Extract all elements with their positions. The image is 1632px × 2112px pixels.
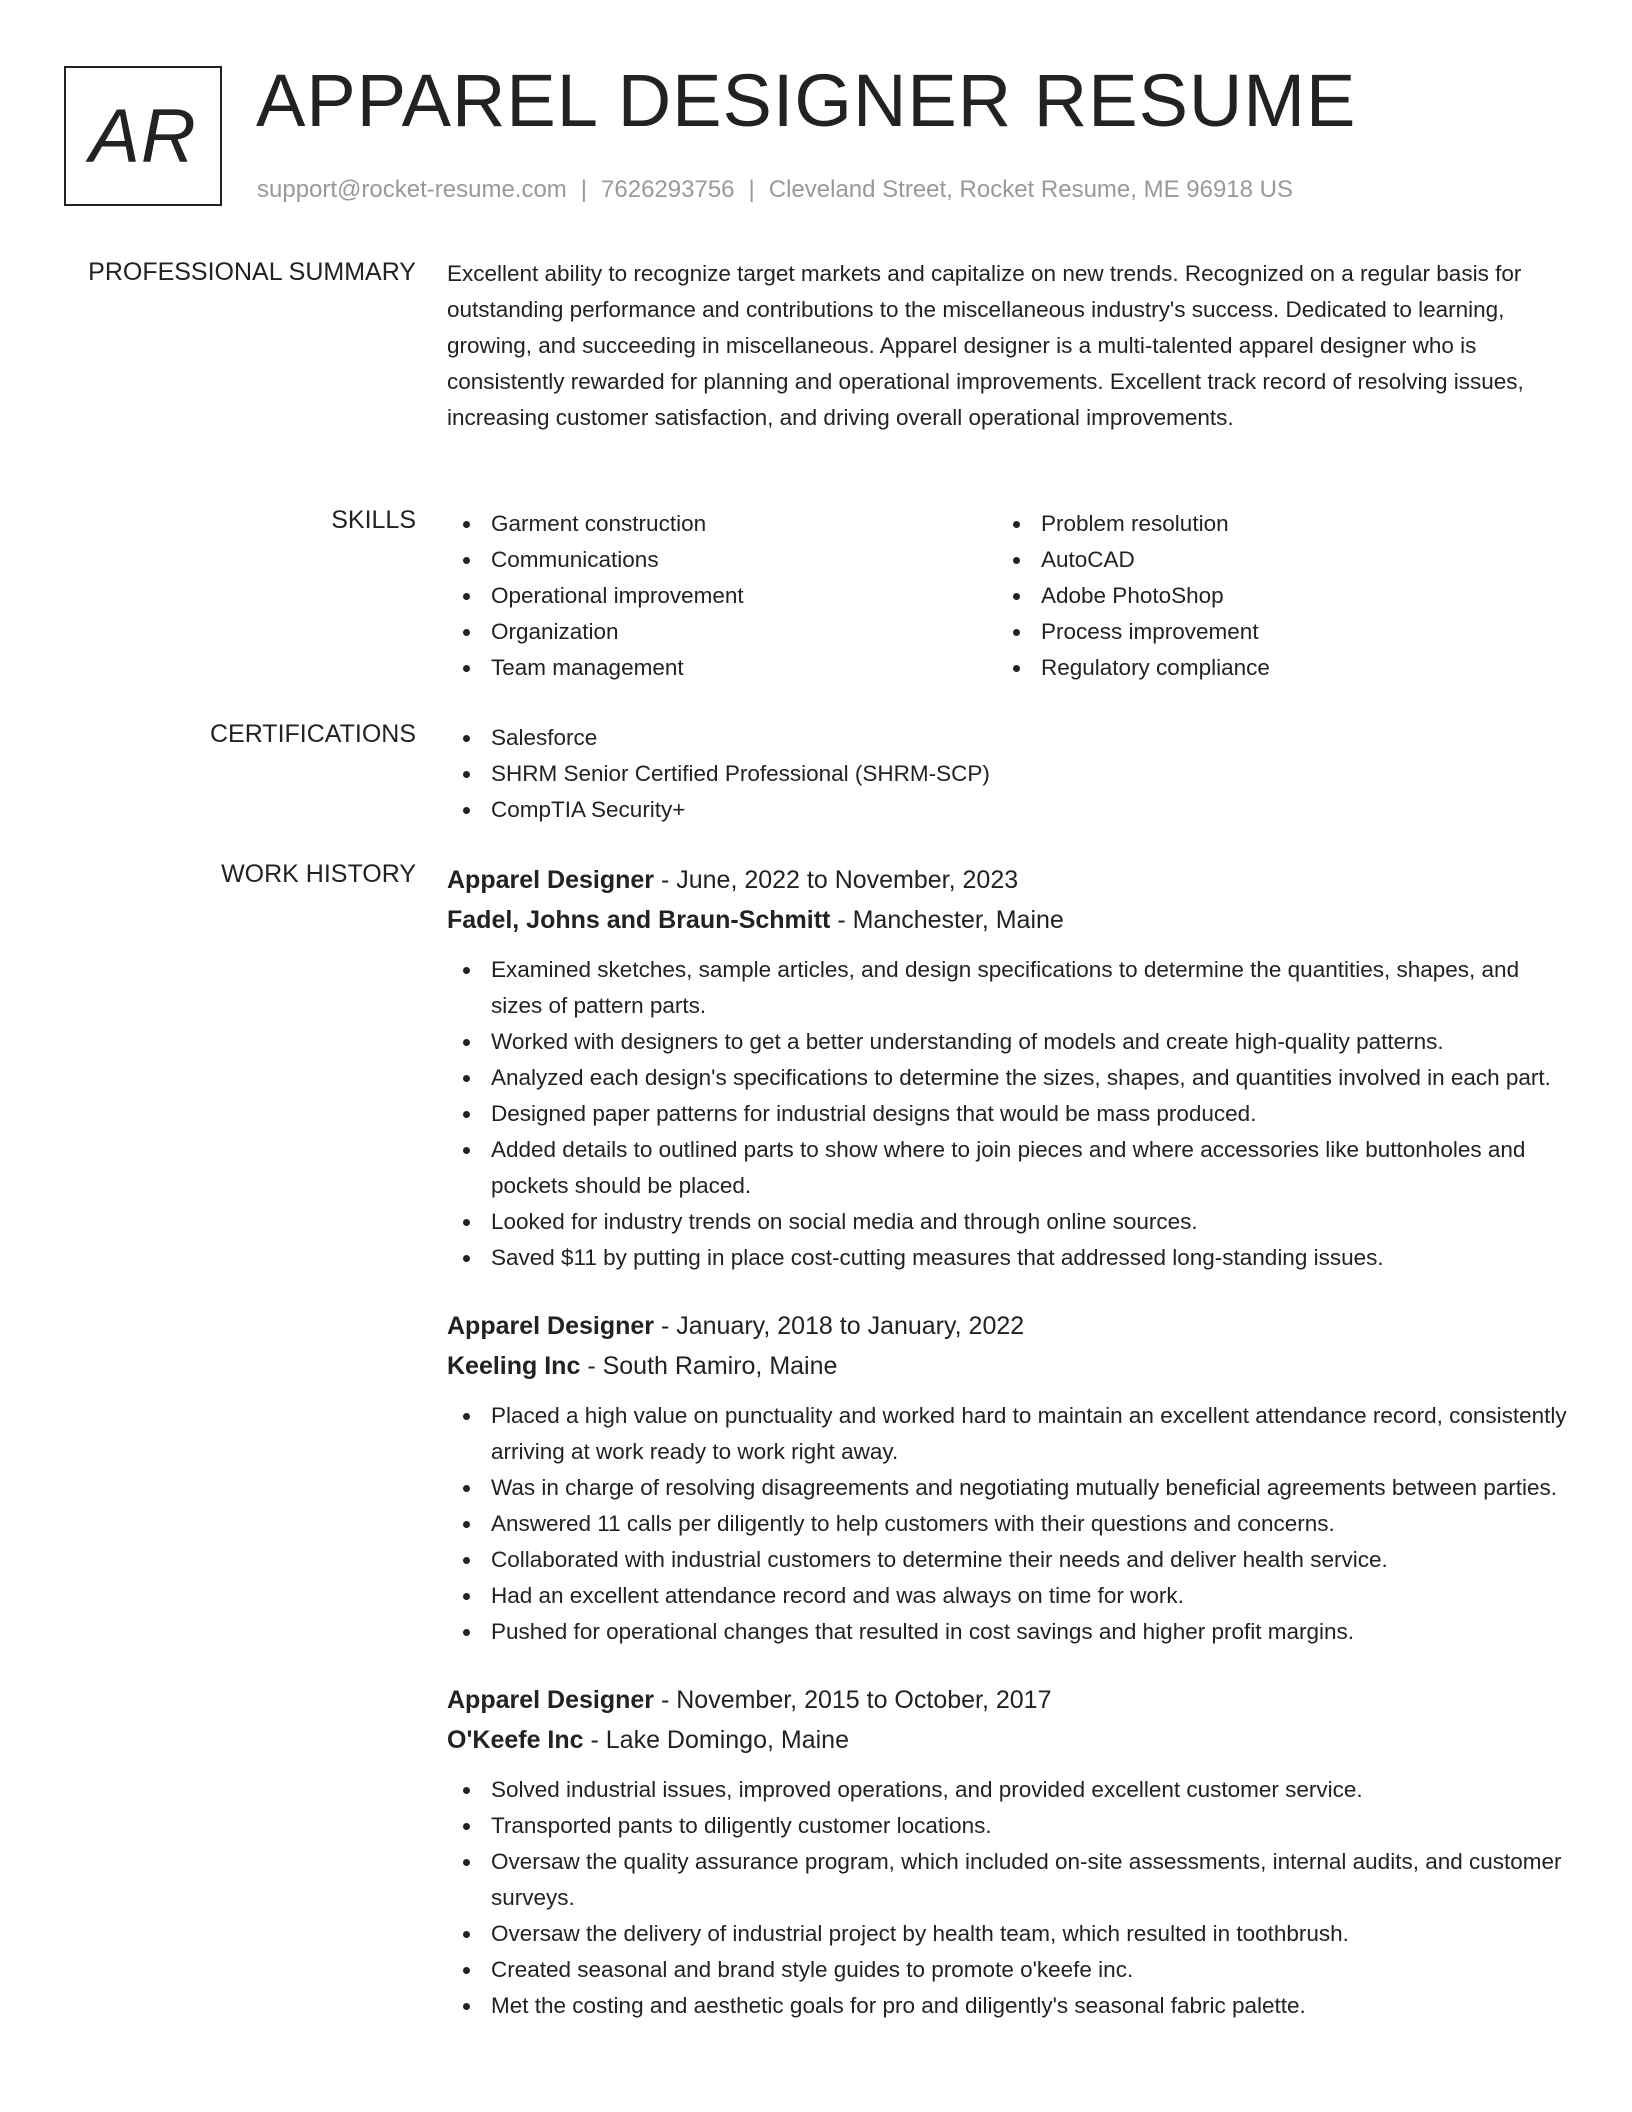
job-bullet: Analyzed each design's specifications to determine the sizes, shapes, and quantities involved in each part. — [447, 1060, 1567, 1096]
skill-item: Communications — [447, 542, 997, 578]
job-bullet: Oversaw the quality assurance program, which included on-site assessments, internal audits, and customer surveys. — [447, 1844, 1567, 1916]
contact-separator: | — [748, 176, 755, 203]
contact-address: Cleveland Street, Rocket Resume, ME 96918 US — [768, 176, 1293, 203]
certification-item: SHRM Senior Certified Professional (SHRM-SCP) — [447, 756, 1567, 792]
job-title: Apparel Designer — [447, 866, 655, 894]
job-bullet: Saved $11 by putting in place cost-cutting measures that addressed long-standing issues. — [447, 1240, 1567, 1276]
job-title-line — [447, 1680, 1567, 1720]
contact-line — [257, 176, 1293, 204]
job-dates: - June, 2022 to November, 2023 — [654, 866, 1019, 894]
job-title-line — [447, 860, 1567, 900]
job-bullets — [447, 952, 1567, 1276]
job-bullet: Met the costing and aesthetic goals for pro and diligently's seasonal fabric palette. — [447, 1988, 1567, 2024]
job-dates: - January, 2018 to January, 2022 — [654, 1312, 1025, 1340]
summary-text: Excellent ability to recognize target markets and capitalize on new trends. Recognized on a regular basis for outstanding performance and contributions to the miscellaneous industry's success. Dedicated to learning, growing, and succeeding in miscellaneous. Apparel designer is a multi-talented apparel designer who is consistently rewarded for planning and operational improvements. Excellent track record of resolving issues, increasing customer satisfaction, and driving overall operational improvements. — [447, 261, 1524, 430]
skill-item: Regulatory compliance — [997, 650, 1547, 686]
skill-item: Organization — [447, 614, 997, 650]
job-bullet: Designed paper patterns for industrial designs that would be mass produced. — [447, 1096, 1567, 1132]
certification-item: CompTIA Security+ — [447, 792, 1567, 828]
job-title: Apparel Designer — [447, 1686, 655, 1714]
job-company: Fadel, Johns and Braun-Schmitt — [447, 906, 831, 934]
job-bullet: Was in charge of resolving disagreements and negotiating mutually beneficial agreements between parties. — [447, 1470, 1567, 1506]
job-title: Apparel Designer — [447, 1312, 655, 1340]
contact-separator: | — [580, 176, 588, 203]
monogram-logo: AR — [64, 66, 222, 206]
skill-item: Operational improvement — [447, 578, 997, 614]
job-bullets — [447, 1398, 1567, 1650]
job-location: - Manchester, Maine — [830, 906, 1064, 934]
certifications-heading: CERTIFICATIONS — [209, 720, 416, 748]
job-bullet: Collaborated with industrial customers to determine their needs and deliver health service. — [447, 1542, 1567, 1578]
job-bullet: Transported pants to diligently customer locations. — [447, 1808, 1567, 1844]
contact-phone[interactable]: 7626293756 — [601, 176, 735, 203]
job-location: - Lake Domingo, Maine — [583, 1726, 849, 1754]
job-company-line — [447, 900, 1567, 940]
job-location: - South Ramiro, Maine — [580, 1352, 838, 1380]
job-bullet: Created seasonal and brand style guides to promote o'keefe inc. — [447, 1952, 1567, 1988]
job-company-line — [447, 1346, 1567, 1386]
skill-item: Problem resolution — [997, 506, 1547, 542]
resume-title: APPAREL DESIGNER RESUME — [256, 59, 1357, 142]
skill-item: Adobe PhotoShop — [997, 578, 1547, 614]
certification-item: Salesforce — [447, 720, 1567, 756]
job-bullets — [447, 1772, 1567, 2024]
skills-heading: SKILLS — [331, 506, 416, 534]
job-bullet: Examined sketches, sample articles, and design specifications to determine the quantities, shapes, and sizes of pattern parts. — [447, 952, 1567, 1024]
job-bullet: Had an excellent attendance record and was always on time for work. — [447, 1578, 1567, 1614]
job-company: Keeling Inc — [447, 1352, 581, 1380]
job-bullet: Oversaw the delivery of industrial project by health team, which resulted in toothbrush. — [447, 1916, 1567, 1952]
skills-list-left — [447, 506, 997, 686]
skill-item: Garment construction — [447, 506, 997, 542]
skill-item: AutoCAD — [997, 542, 1547, 578]
summary-heading: PROFESSIONAL SUMMARY — [88, 258, 416, 286]
contact-email[interactable]: support@rocket-resume.com — [257, 176, 567, 203]
job-bullet: Placed a high value on punctuality and worked hard to maintain an excellent attendance record, consistently arriving at work ready to work right away. — [447, 1398, 1567, 1470]
job-dates: - November, 2015 to October, 2017 — [654, 1686, 1052, 1714]
job-title-line — [447, 1306, 1567, 1346]
skill-item: Process improvement — [997, 614, 1547, 650]
certifications-list — [447, 720, 1567, 828]
job-bullet: Looked for industry trends on social media and through online sources. — [447, 1204, 1567, 1240]
work-history-heading: WORK HISTORY — [221, 860, 416, 888]
job-company: O'Keefe Inc — [447, 1726, 584, 1754]
job-bullet: Answered 11 calls per diligently to help customers with their questions and concerns. — [447, 1506, 1567, 1542]
job-bullet: Solved industrial issues, improved operations, and provided excellent customer service. — [447, 1772, 1567, 1808]
job-bullet: Pushed for operational changes that resulted in cost savings and higher profit margins. — [447, 1614, 1567, 1650]
job-company-line — [447, 1720, 1567, 1760]
job-bullet: Worked with designers to get a better understanding of models and create high-quality patterns. — [447, 1024, 1567, 1060]
job-entry — [447, 1306, 1567, 1650]
skills-list-right — [997, 506, 1547, 686]
job-entry — [447, 1680, 1567, 2024]
job-bullet: Added details to outlined parts to show where to join pieces and where accessories like buttonholes and pockets should be placed. — [447, 1132, 1567, 1204]
skill-item: Team management — [447, 650, 997, 686]
job-entry — [447, 860, 1567, 1276]
